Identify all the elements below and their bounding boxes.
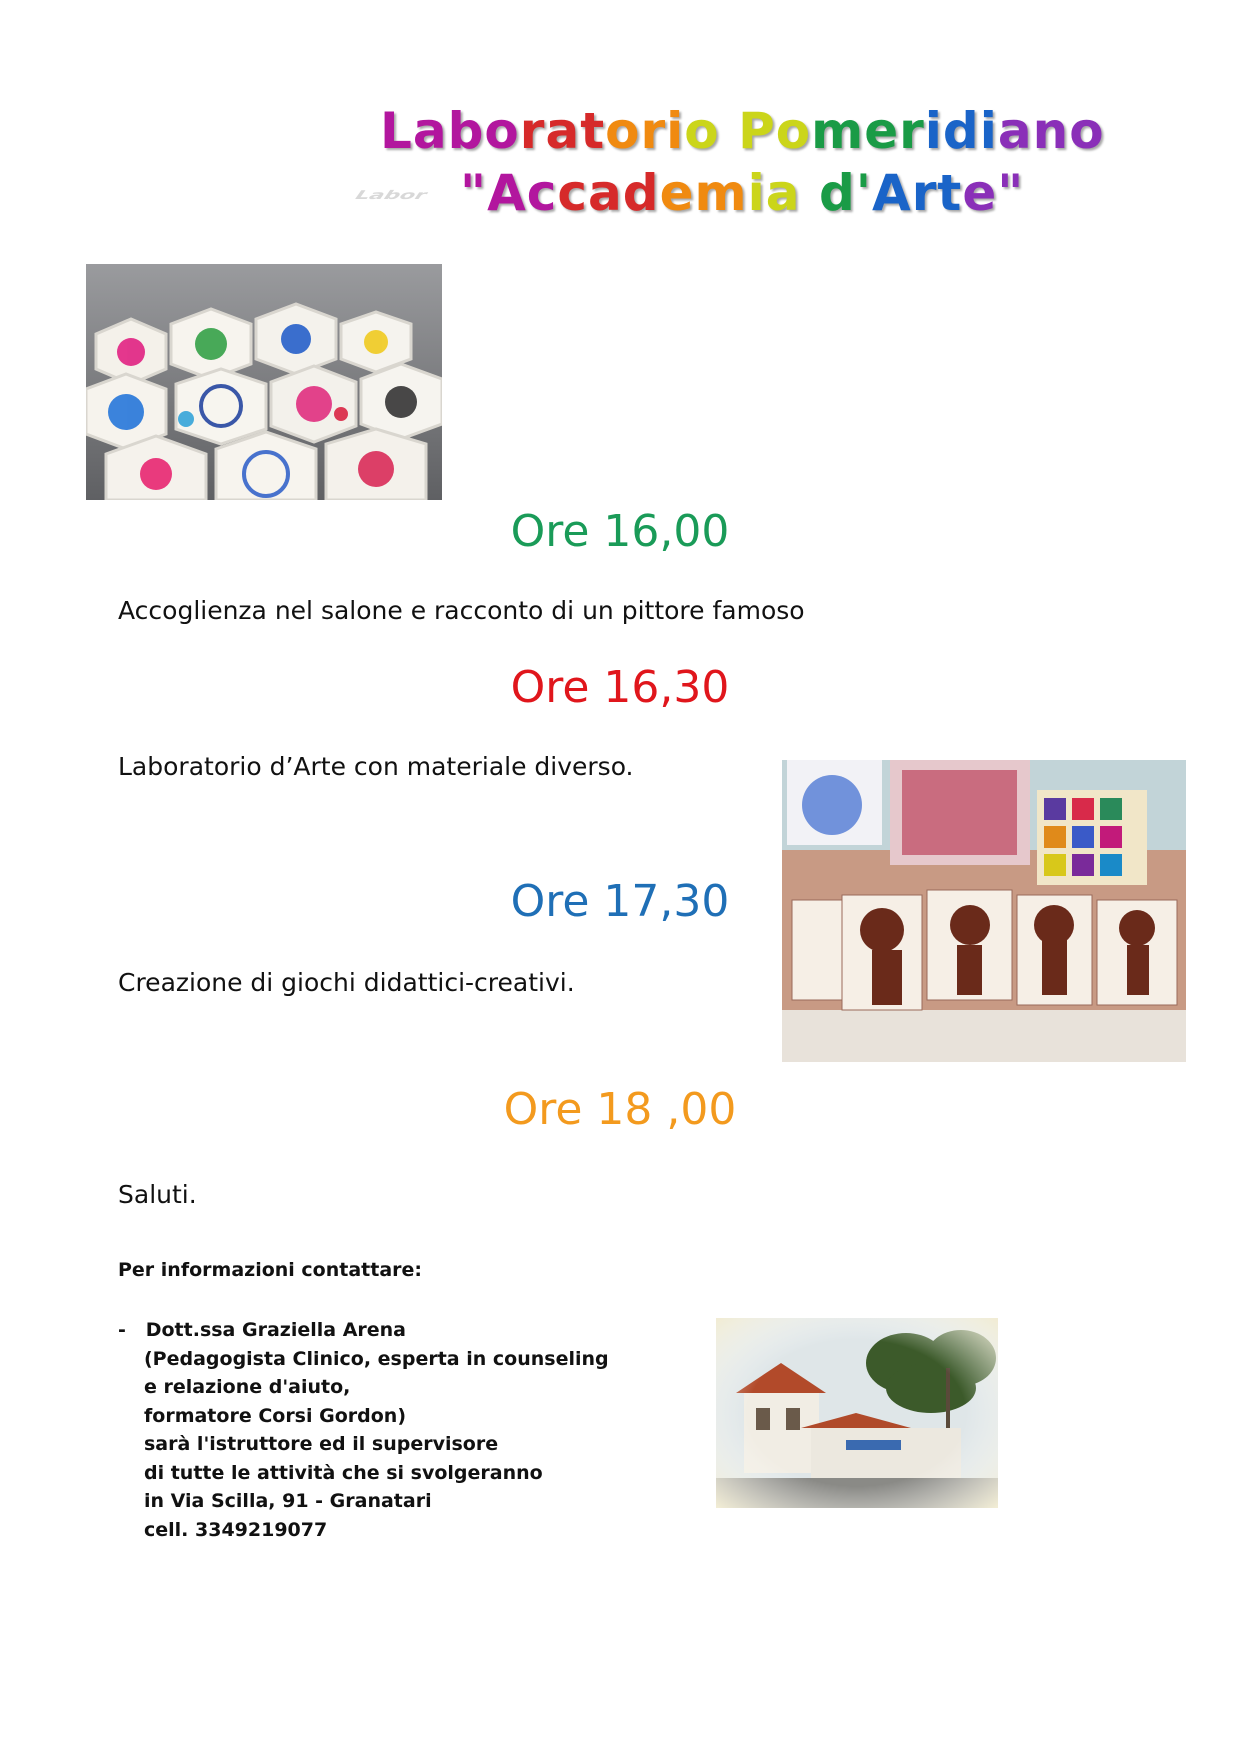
title-letter: d <box>818 164 856 222</box>
title-letter: " <box>997 164 1025 222</box>
title-letter <box>801 162 819 224</box>
contact-line: di tutte le attività che si svolgeranno <box>144 1461 543 1484</box>
contact-line: (Pedagogista Clinico, esperta in counseling <box>144 1347 609 1370</box>
desc-2: Laboratorio d’Arte con materiale diverso. <box>118 752 634 781</box>
title-letter: m <box>694 164 748 222</box>
desc-3: Creazione di giochi didattici-creativi. <box>118 968 575 997</box>
title-letter: d <box>942 102 980 160</box>
hexagon-paintings-photo <box>86 264 442 500</box>
title-letter: r <box>899 102 925 160</box>
title-letter: e <box>962 164 998 222</box>
title-letter: a <box>765 164 801 222</box>
time-4: Ore 18 ,00 <box>503 1084 737 1135</box>
title-letter: a <box>997 102 1033 160</box>
contact-line: cell. 3349219077 <box>144 1518 328 1541</box>
title-letter: i <box>979 102 998 160</box>
contact-line: e relazione d'aiuto, <box>144 1376 351 1398</box>
title-letter: L <box>380 102 413 160</box>
desc-1: Accoglienza nel salone e racconto di un pittore famoso <box>118 596 805 625</box>
title-letter: o <box>484 102 520 160</box>
time-2: Ore 16,30 <box>510 662 730 713</box>
title-letter: c <box>557 164 589 222</box>
contact-line: - Dott.ssa Graziella Arena <box>118 1319 407 1341</box>
title-letter: t <box>937 164 963 222</box>
title-line-1 <box>380 102 1105 160</box>
time-1: Ore 16,00 <box>510 506 730 557</box>
title-letter: a <box>545 102 581 160</box>
title-letter: ' <box>855 164 873 222</box>
title-letter: o <box>605 102 641 160</box>
title-letter: i <box>747 164 766 222</box>
title-letter: m <box>811 102 865 160</box>
contact-line: in Via Scilla, 91 - Granatari <box>144 1490 432 1512</box>
title-letter: c <box>526 164 558 222</box>
page-title <box>380 100 1160 224</box>
title-letter: " <box>460 164 488 222</box>
contact-line: formatore Corsi Gordon) <box>144 1404 407 1427</box>
title-letter: i <box>666 102 685 160</box>
contact-heading: Per informazioni contattare: <box>118 1259 423 1281</box>
title-letter: o <box>775 102 812 160</box>
contact-line: sarà l'istruttore ed il supervisore <box>144 1433 499 1455</box>
contact-details <box>118 1316 609 1544</box>
title-letter: e <box>864 102 900 160</box>
title-letter: n <box>1032 102 1070 160</box>
title-shadow-reflection: Labor <box>350 188 431 203</box>
title-letter: d <box>622 164 660 222</box>
title-letter: P <box>738 102 776 160</box>
title-letter: r <box>640 102 667 160</box>
title-letter: A <box>487 164 527 222</box>
desc-4: Saluti. <box>118 1180 197 1209</box>
title-line-2 <box>460 162 1160 224</box>
title-letter: i <box>924 102 943 160</box>
title-letter: b <box>447 102 485 160</box>
title-letter: o <box>684 102 720 160</box>
title-letter: o <box>1069 102 1105 160</box>
title-letter: A <box>872 164 912 222</box>
title-letter: a <box>412 102 448 160</box>
title-letter: a <box>588 164 623 222</box>
title-letter: t <box>580 102 606 160</box>
title-letter: r <box>911 164 938 222</box>
title-letter: r <box>519 102 546 160</box>
title-letter <box>720 100 738 162</box>
title-letter: e <box>659 164 695 222</box>
villa-building-photo <box>716 1318 998 1508</box>
time-3: Ore 17,30 <box>510 876 730 927</box>
